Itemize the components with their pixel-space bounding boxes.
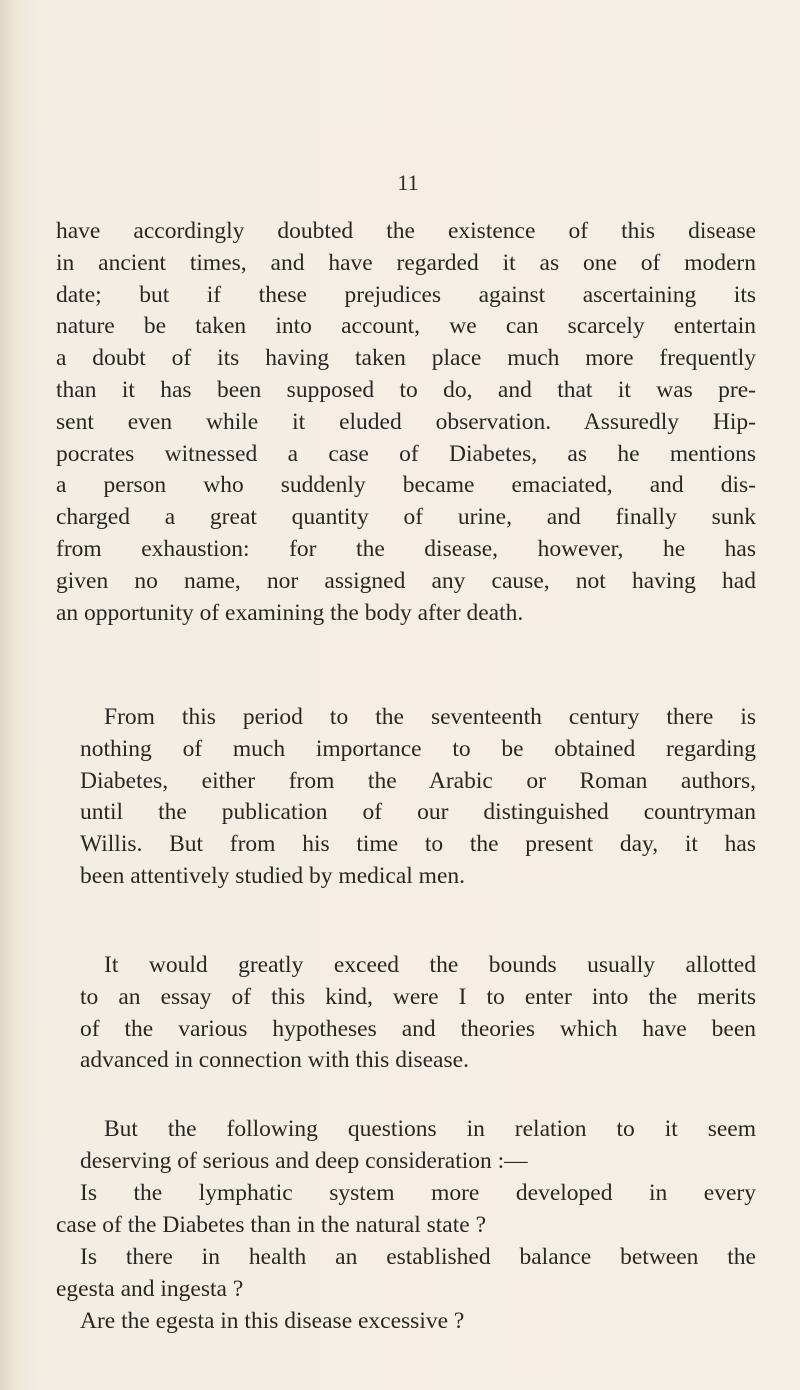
question-1: [56, 1178, 756, 1242]
question-3: [56, 1306, 756, 1338]
text-line: to an essay of this kind, were I to enter into the merits: [80, 983, 756, 1010]
text-line: pocrates witnessed a case of Diabetes, as he mentions: [56, 440, 756, 467]
text-line: Is there in health an established balance between the: [80, 1244, 756, 1270]
text-line: sent even while it eluded observation. Assuredly Hip-: [56, 408, 756, 435]
text-line: in ancient times, and have regarded it as one of modern: [56, 249, 756, 276]
question-2: [56, 1242, 756, 1306]
text-line: until the publication of our distinguished countryman: [80, 799, 756, 826]
text-line: been attentively studied by medical men.: [80, 862, 466, 889]
text-line: date; but if these prejudices against ascertaining its: [56, 281, 756, 308]
text-line: Diabetes, either from the Arabic or Roman authors,: [80, 767, 756, 794]
text-line: case of the Diabetes than in the natural state ?: [56, 1211, 486, 1238]
text-line: It would greatly exceed the bounds usually allotted: [104, 952, 756, 978]
page-number: 11: [397, 170, 419, 195]
text-line: Willis. But from his time to the present day, it has: [80, 831, 756, 858]
text-line: have accordingly doubted the existence of this disease: [56, 218, 756, 244]
text-line: from exhaustion: for the disease, however, he has: [56, 535, 756, 562]
paragraph-2: [56, 702, 756, 893]
text-line: advanced in connection with this disease.: [80, 1047, 469, 1074]
text-line: a doubt of its having taken place much more frequently: [56, 345, 756, 372]
paragraph-3: [56, 950, 756, 1077]
text-line: of the various hypotheses and theories which have been: [80, 1015, 756, 1042]
text-line: than it has been supposed to do, and that it was pre-: [56, 376, 756, 403]
text-line: nothing of much importance to be obtained regarding: [80, 735, 756, 762]
text-line: But the following questions in relation to it seem: [104, 1116, 756, 1142]
text-line: deserving of serious and deep consideration :—: [80, 1147, 528, 1174]
text-line: charged a great quantity of urine, and finally sunk: [56, 504, 756, 531]
paragraph-1: [56, 216, 756, 629]
paragraph-4: [56, 1114, 756, 1178]
text-line: egesta and ingesta ?: [56, 1275, 244, 1302]
text-line: From this period to the seventeenth century there is: [104, 704, 756, 730]
text-line: nature be taken into account, we can scarcely entertain: [56, 313, 756, 340]
text-line: an opportunity of examining the body after death.: [56, 599, 524, 626]
text-line: given no name, nor assigned any cause, not having had: [56, 567, 756, 594]
text-line: Is the lymphatic system more developed in every: [80, 1180, 756, 1206]
text-line: a person who suddenly became emaciated, and dis-: [56, 472, 756, 499]
text-line: Are the egesta in this disease excessive ?: [80, 1308, 465, 1334]
